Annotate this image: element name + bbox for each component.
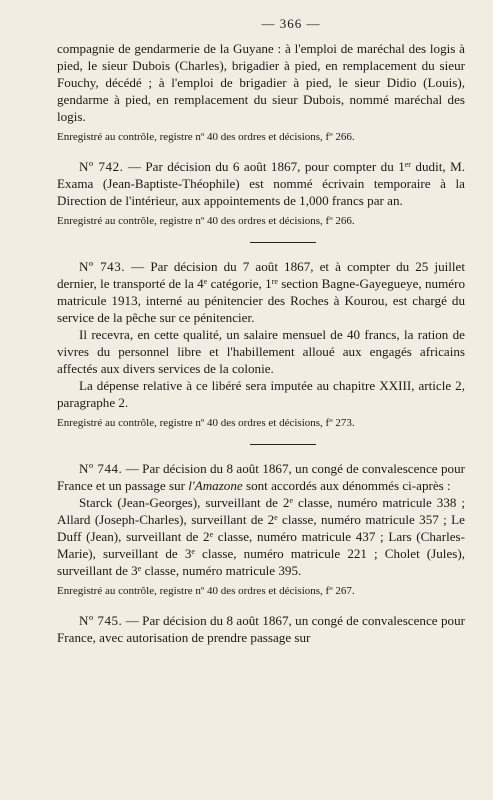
registry-note: Enregistré au contrôle, registre nº 40 des ordres et décisions, fº 266. [57,131,355,143]
entry-745-text: Nº 745. — Par décision du 8 août 1867, un congé de convalescence pour France, avec autorisation de prendre passage sur [57,613,465,645]
entry-743-salary: Il recevra, en cette qualité, un salaire mensuel de 40 francs, la ration de vivres du personnel libre et l'habillement alloué aux engagés africains affectés aux divers services de la colonie. [57,327,465,376]
entry-742 [57,158,465,229]
entry-number: Nº 745. [79,613,123,628]
entry-744-text: Nº 744. — Par décision du 8 août 1867, un congé de convalescence pour France et un passage sur l'Amazone sont accordés aux dénommés ci-après : [57,461,465,493]
entry-number: Nº 743. [79,259,126,274]
entry-743 [57,258,465,431]
page-number: — 366 — [261,16,321,31]
entry-742-text: Nº 742. — Par décision du 6 août 1867, pour compter du 1er dudit, M. Exama (Jean-Baptiste-Théophile) est nommé écrivain temporaire à la Direction de l'intérieur, aux appointements de 1,000 francs par an. [57,159,465,208]
entry-continued [57,40,465,145]
registry-note: Enregistré au contrôle, registre nº 40 des ordres et décisions, fº 266. [57,215,355,227]
ship-name: l'Amazone [188,478,243,493]
registry-note: Enregistré au contrôle, registre nº 40 des ordres et décisions, fº 267. [57,585,355,597]
entry-743-expense: La dépense relative à ce libéré sera imputée au chapitre XXIII, article 2, paragraphe 2. [57,378,465,410]
entry-continued-text: compagnie de gendarmerie de la Guyane : à l'emploi de maréchal des logis à pied, le sieur Dubois (Charles), brigadier à pied, en remplacement du sieur Fouchy, décédé ; à l'emploi de brigadier à pied, le sieur Didio (Louis), gendarme à pied, en remplacement du sieur Dubois, nommé maréchal des logis. [57,41,465,124]
registry-note: Enregistré au contrôle, registre nº 40 des ordres et décisions, fº 273. [57,417,355,429]
entry-745 [57,612,465,646]
entry-number: Nº 742. [79,159,124,174]
section-divider [250,444,316,445]
section-divider [250,242,316,243]
entry-744 [57,460,465,599]
entry-744-list: Starck (Jean-Georges), surveillant de 2e classe, numéro matricule 338 ; Allard (Joseph-Charles), surveillant de 2e classe, numéro matricule 357 ; Le Duff (Jean), surveillant de 2e classe, numéro matricule 437 ; Lars (Charles-Marie), surveillant de 3e classe, numéro matricule 221 ; Cholet (Jules), surveillant de 3e classe, numéro matricule 395. [57,495,465,578]
entry-743-text: Nº 743. — Par décision du 7 août 1867, et à compter du 25 juillet dernier, le transporté de la 4e catégorie, 1re section Bagne-Gayegueye, numéro matricule 1913, interné au pénitencier des Roches à Kourou, est chargé du service de la pêche sur ce pénitencier. [57,259,465,325]
entry-number: Nº 744. [79,461,123,476]
